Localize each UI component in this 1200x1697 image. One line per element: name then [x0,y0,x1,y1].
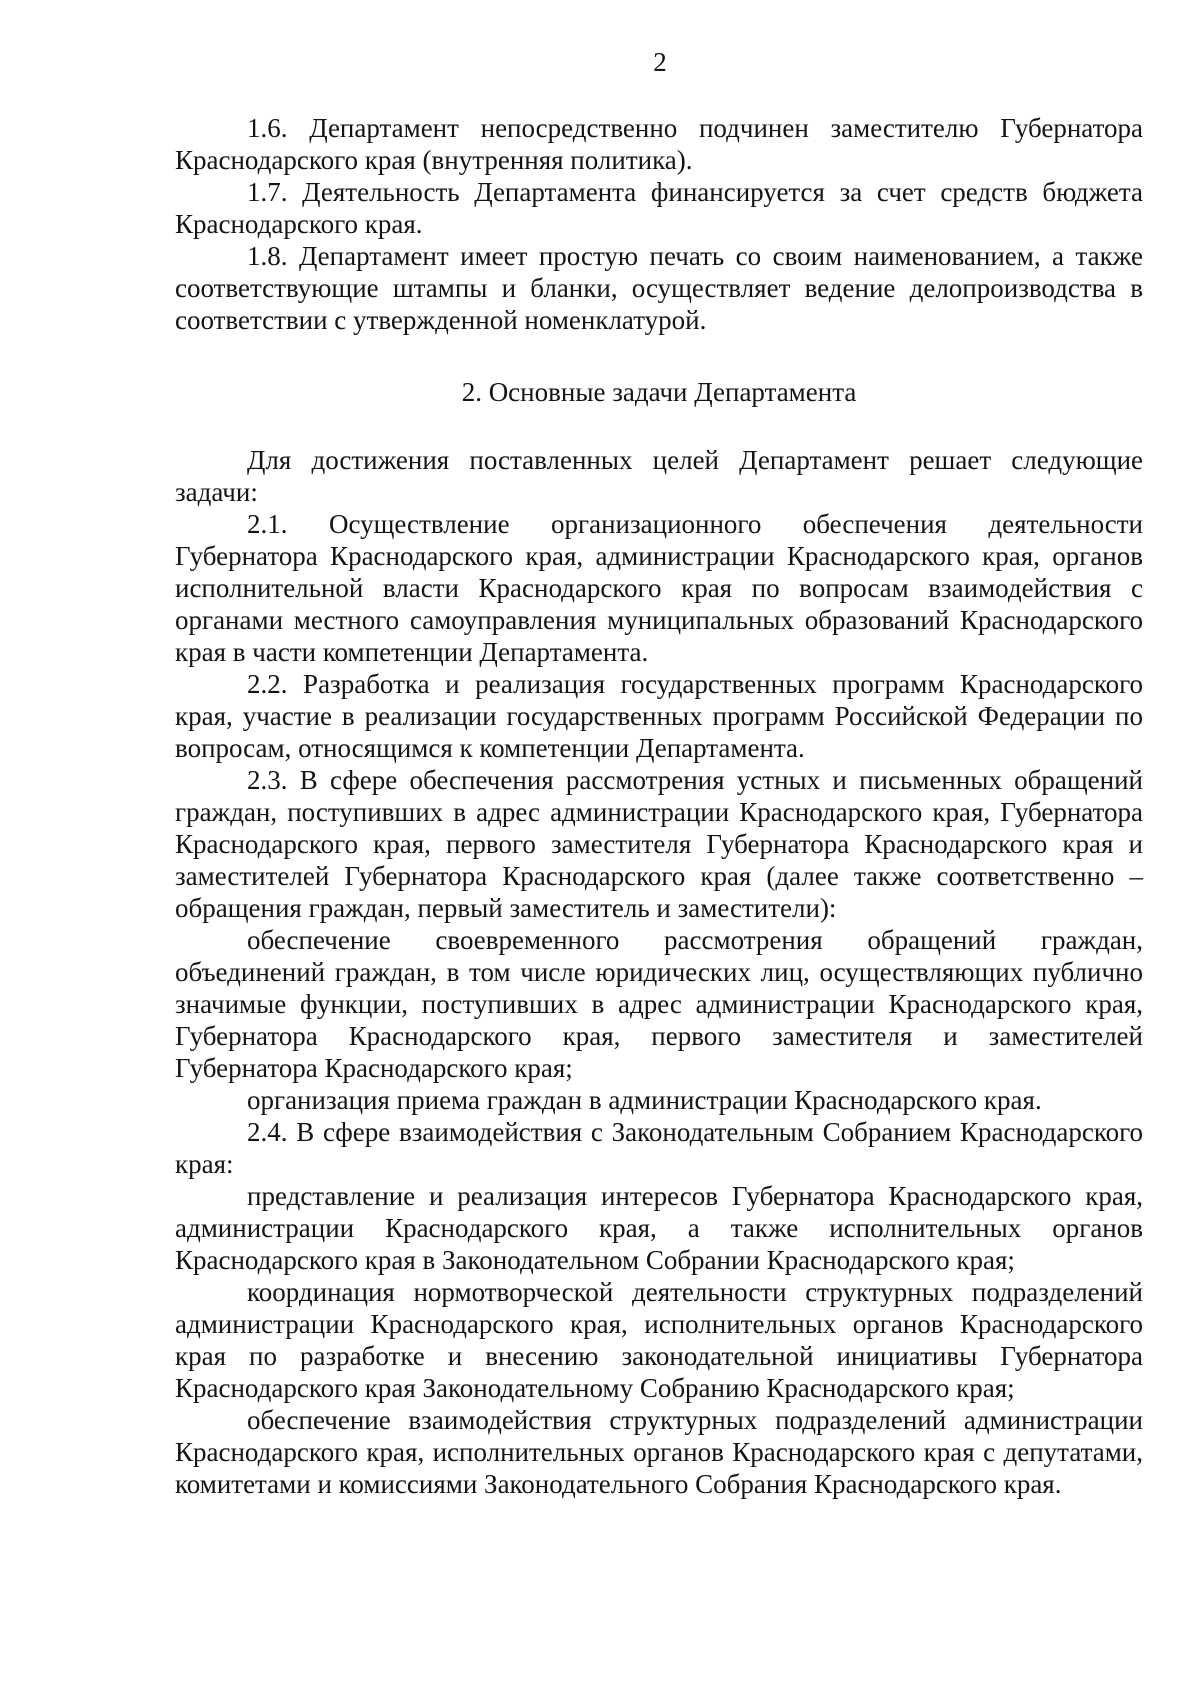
paragraph-2-4: 2.4. В сфере взаимодействия с Законодательным Собранием Краснодарского края: [175,1117,1143,1179]
paragraph-1-7: 1.7. Деятельность Департамента финансируется за счет средств бюджета Краснодарского края. [175,177,1143,239]
spacer [175,408,1143,444]
paragraph-2-3-item-1: обеспечение своевременного рассмотрения обращений граждан, объединений граждан, в том числе юридических лиц, осуществляющих публично значимые функции, поступивших в адрес администрации Краснодарского края, Губернатора Краснодарского края, первого заместителя и заместителей Губернатора Краснодарского края; [175,925,1143,1083]
paragraph-2-4-item-3: обеспечение взаимодействия структурных подразделений администрации Краснодарского края, исполнительных органов Краснодарского края с депутатами, комитетами и комиссиями Законодательного Собрания Краснодарского края. [175,1405,1143,1499]
page-number: 2 [653,47,667,77]
section-heading: 2. Основные задачи Департамента [461,377,857,407]
paragraph-1-8: 1.8. Департамент имеет простую печать со своим наименованием, а также соответствующие штампы и бланки, осуществляет ведение делопроизводства в соответствии с утвержденной номенклатурой. [175,241,1143,335]
paragraph-2-1: 2.1. Осуществление организационного обеспечения деятельности Губернатора Краснодарского края, администрации Краснодарского края, органов исполнительной власти Краснодарского края по вопросам взаимодействия с органами местного самоуправления муниципальных образований Краснодарского края в части компетенции Департамента. [175,509,1143,667]
paragraph-intro: Для достижения поставленных целей Департамент решает следующие задачи: [175,445,1143,507]
paragraph-2-3-item-2: организация приема граждан в администрации Краснодарского края. [247,1085,1042,1115]
paragraph-2-4-item-1: представление и реализация интересов Губернатора Краснодарского края, администрации Краснодарского края, а также исполнительных органов Краснодарского края в Законодательном Собрании Краснодарского края; [175,1181,1143,1275]
spacer [175,336,1143,376]
document-body [175,112,1143,1500]
paragraph-2-4-item-2: координация нормотворческой деятельности структурных подразделений администрации Краснодарского края, исполнительных органов Краснодарского края по разработке и внесению законодательной инициативы Губернатора Краснодарского края Законодательному Собранию Краснодарского края; [175,1277,1143,1403]
paragraph-2-3: 2.3. В сфере обеспечения рассмотрения устных и письменных обращений граждан, поступивших в адрес администрации Краснодарского края, Губернатора Краснодарского края, первого заместителя Губернатора Краснодарского края и заместителей Губернатора Краснодарского края (далее также соответственно – обращения граждан, первый заместитель и заместители): [175,765,1143,923]
paragraph-2-2: 2.2. Разработка и реализация государственных программ Краснодарского края, участие в реализации государственных программ Российской Федерации по вопросам, относящимся к компетенции Департамента. [175,669,1143,763]
paragraph-1-6: 1.6. Департамент непосредственно подчинен заместителю Губернатора Краснодарского края (внутренняя политика). [175,113,1143,175]
